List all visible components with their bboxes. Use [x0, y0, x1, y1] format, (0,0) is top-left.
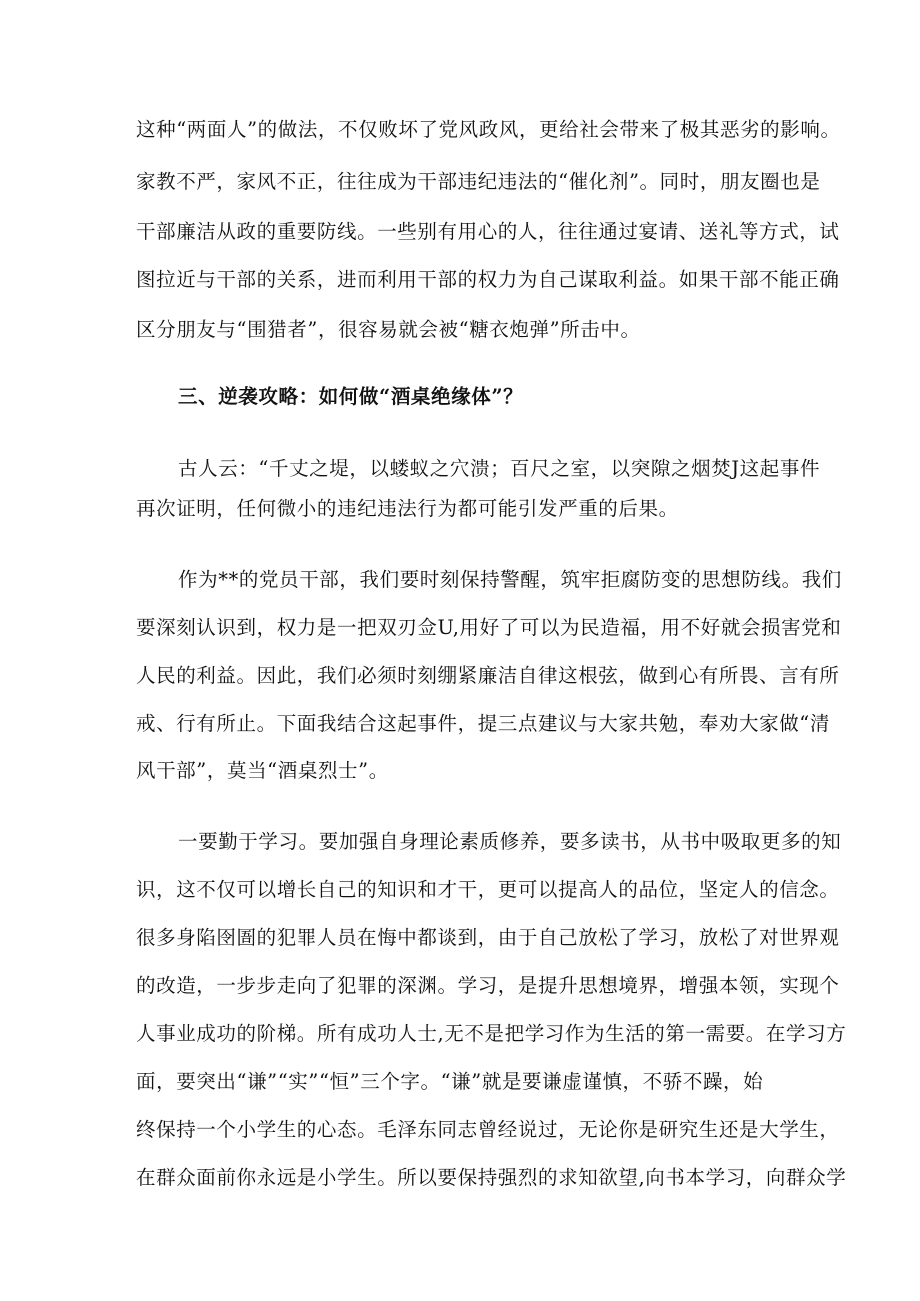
paragraph-2-line-1: 古人云：“千丈之堤，以蝼蚁之穴溃；百尺之室，以突隙之烟焚J这起事件 — [178, 457, 821, 480]
paragraph-1-line-2: 家教不严，家风不正，往往成为干部违纪违法的“催化剂”。同时，朋友圈也是 — [136, 170, 821, 193]
paragraph-3-line-3: 人民的利益。因此，我们必须时刻绷紧廉洁自律这根弦，做到心有所畏、言有所 — [136, 664, 840, 687]
paragraph-4-line-5: 人事业成功的阶梯。所有成功人士,无不是把学习作为生活的第一需要。在学习方 — [136, 1022, 847, 1045]
paragraph-1-line-5: 区分朋友与“围猎者”，很容易就会被“糖衣炮弹”所击中。 — [136, 318, 641, 341]
paragraph-1-line-4: 图拉近与干部的关系，进而利用干部的权力为自己谋取利益。如果干部不能正确 — [136, 268, 840, 291]
paragraph-4-line-1: 一要勤于学习。要加强自身理论素质修养，要多读书，从书中吸取更多的知 — [178, 830, 842, 853]
paragraph-3-line-1: 作为**的党员干部，我们要时刻保持警醒，筑牢拒腐防变的思想防线。我们 — [178, 568, 842, 591]
paragraph-3-line-5: 风干部”，莫当“酒桌烈士”。 — [136, 759, 389, 782]
paragraph-4-line-3: 很多身陷囹圄的犯罪人员在悔中都谈到，由于自己放松了学习，放松了对世界观 — [136, 926, 840, 949]
paragraph-4-line-2: 识，这不仅可以增长自己的知识和才干，更可以提高人的品位，坚定人的信念。 — [136, 878, 840, 901]
paragraph-3-line-4: 戒、行有所止。下面我结合这起事件，提三点建议与大家共勉，奉劝大家做“清 — [136, 712, 830, 735]
section-heading: 三、逆袭攻略：如何做“酒桌绝缘体”？ — [178, 385, 524, 408]
paragraph-4-line-4: 的改造，一步步走向了犯罪的深渊。学习，是提升思想境界，增强本领，实现个 — [136, 974, 840, 997]
paragraph-4-line-8: 在群众面前你永远是小学生。所以要保持强烈的求知欲望,向书本学习，向群众学 — [136, 1166, 847, 1189]
paragraph-1-line-1: 这种“两面人”的做法，不仅败坏了党风政风，更给社会带来了极其恶劣的影响。 — [136, 118, 841, 141]
paragraph-2-line-2: 再次证明，任何微小的违纪违法行为都可能引发严重的后果。 — [136, 497, 679, 520]
paragraph-3-line-2: 要深刻认识到，权力是一把双刃佥U,用好了可以为民造福，用不好就会损害党和 — [136, 616, 842, 639]
paragraph-1-line-3: 干部廉洁从政的重要防线。一些别有用心的人，往往通过宴请、送礼等方式，试 — [136, 220, 840, 243]
paragraph-4-line-7: 终保持一个小学生的心态。毛泽东同志曾经说过，无论你是研究生还是大学生， — [136, 1118, 840, 1141]
paragraph-4-line-6: 面，要突出“谦”“实”“恒”三个字。“谦”就是要谦虚谨慎，不骄不躁，始 — [136, 1070, 764, 1093]
